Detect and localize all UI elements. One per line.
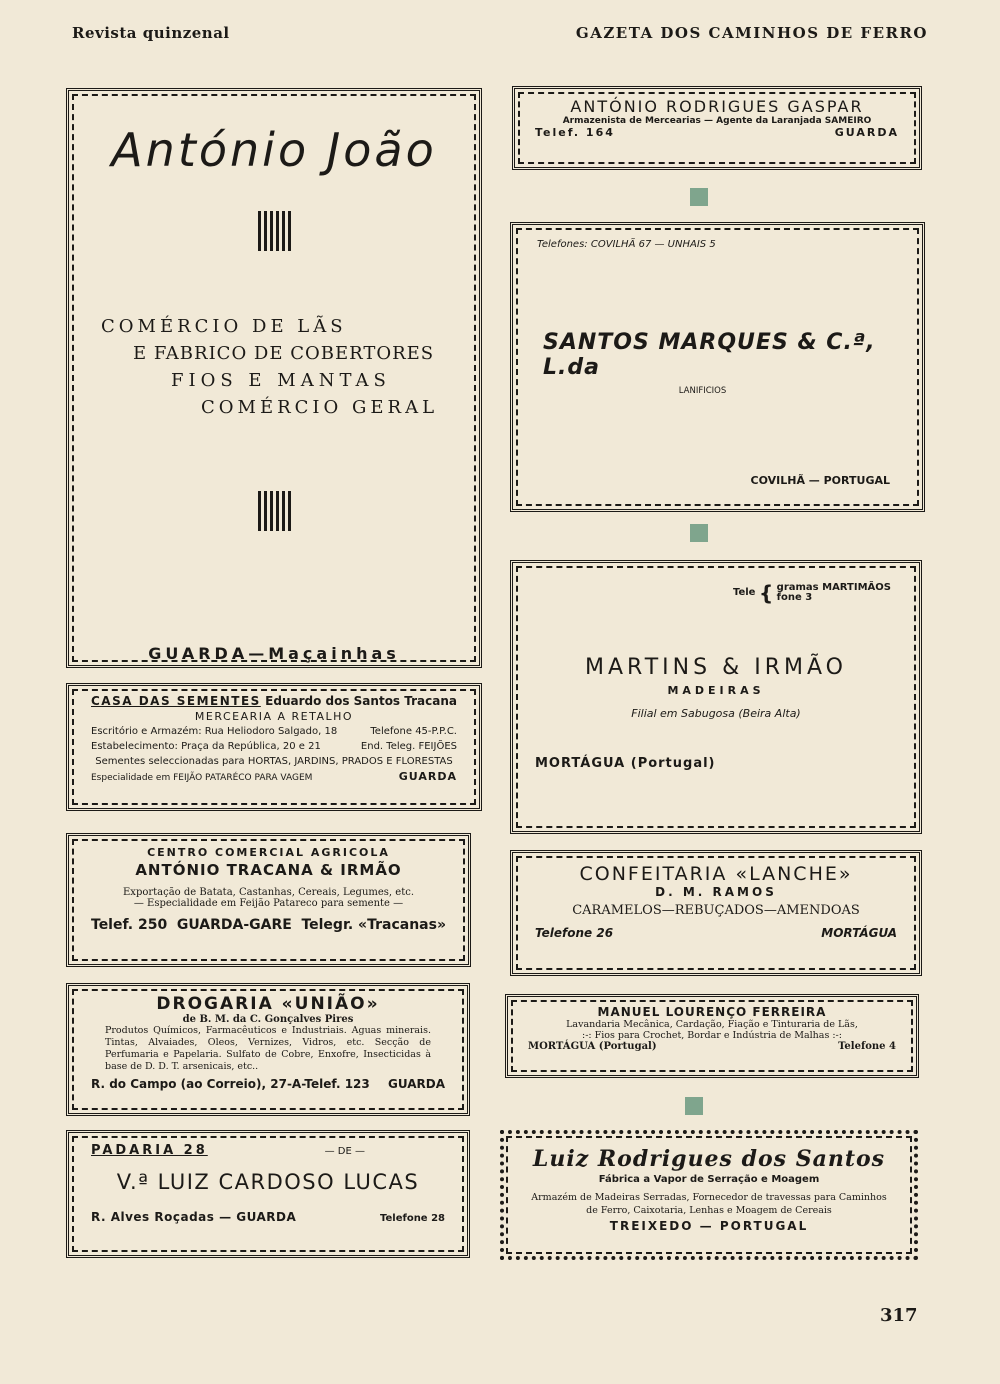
ad-casa-das-sementes (66, 683, 482, 811)
ad7-phones: Telefones: COVILHÃ 67 — UNHAIS 5 (537, 239, 716, 250)
ad8-loc: MORTÁGUA (Portugal) (535, 756, 716, 771)
ad3-desc2: — Especialidade em Feijão Patareco para semente — (133, 898, 404, 909)
ad-drogaria-uniao (66, 983, 470, 1116)
page-number: 317 (880, 1305, 918, 1326)
ad3-place: GUARDA-GARE (176, 917, 292, 933)
ad4-city: GUARDA (388, 1077, 445, 1091)
ad7-loc: COVILHÃ — PORTUGAL (750, 474, 890, 487)
ad5-phone: Telefone 28 (379, 1213, 445, 1224)
ad1-location: GUARDA—Maçainhas (148, 644, 400, 663)
ad11-loc: TREIXEDO — PORTUGAL (609, 1219, 809, 1233)
ad-santos-marques (510, 222, 925, 512)
ad6-subtitle: Armazenista de Mercearias — Agente da Laranjada SAMEIRO (562, 116, 872, 126)
ad4-name: DROGARIA «UNIÃO» (156, 994, 380, 1014)
ad2-line3: Sementes seleccionadas para HORTAS, JARDINS, PRADOS E FLORESTAS (95, 756, 453, 767)
ad10-loc: MORTÁGUA (Portugal) (528, 1041, 657, 1052)
ad4-address: R. do Campo (ao Correio), 27-A-Telef. 123 (91, 1077, 370, 1091)
separator-square-1 (690, 188, 708, 206)
ad3-teleg: Telegr. «Tracanas» (301, 917, 446, 933)
separator-square-3 (685, 1097, 703, 1115)
ad-manuel-lourenco-ferreira (505, 994, 919, 1078)
ad9-phone: Telefone 26 (535, 926, 614, 940)
ad2-owner: Eduardo dos Santos Tracana (265, 694, 457, 708)
ad2-line1b: Telefone 45-P.P.C. (370, 726, 457, 737)
ad10-line2: :-: Fios para Crochet, Bordar e Indústria de Malhas :-: (582, 1030, 842, 1041)
ad2-line2b: End. Teleg. FEIJÕES (360, 741, 457, 752)
ad8-branch: Filial em Sabugosa (Beira Alta) (631, 707, 801, 720)
ad2-line2a: Estabelecimento: Praça da República, 20 e 21 (91, 741, 321, 752)
ad4-owner: de B. M. da C. Gonçalves Pires (182, 1014, 354, 1025)
ad-antonio-joao (66, 88, 482, 668)
ad1-bars-top (83, 211, 465, 251)
ad9-city: MORTÁGUA (821, 926, 897, 940)
ad4-desc: Produtos Químicos, Farmacêuticos e Industriais. Aguas minerais. Tintas, Alvaiades, Oleos, Vernizes, Vidros, etc. Secção de Perfumaria e Papelaria. Sulfato de Cobre, Enxofre, Insecticidas à base de D. D. T. arsenicais, etc.. (105, 1025, 431, 1072)
separator-square-2 (690, 524, 708, 542)
ad-confeitaria-lanche (510, 850, 922, 976)
ad3-title: CENTRO COMERCIAL AGRICOLA (147, 846, 390, 859)
ad8-sub: MADEIRAS (667, 684, 765, 697)
ad3-desc1: Exportação de Batata, Castanhas, Cereais, Legumes, etc. (123, 887, 414, 898)
header-left: Revista quinzenal (72, 24, 230, 42)
ad2-line1a: Escritório e Armazém: Rua Heliodoro Salgado, 18 (91, 726, 338, 737)
ad10-line1: Lavandaria Mecânica, Cardação, Fiação e Tinturaria de Lãs, (566, 1019, 858, 1030)
ad1-name: António João (111, 123, 437, 177)
ad11-desc: Armazém de Madeiras Serradas, Fornecedor de travessas para Caminhos de Ferro, Caixotaria, Lenhas e Moagem de Cereais (531, 1192, 887, 1216)
ad11-name: Luiz Rodrigues dos Santos (532, 1146, 886, 1172)
ad1-line-4: COMÉRCIO GERAL (201, 397, 439, 418)
ad8-tele-label: Tele (732, 587, 756, 598)
ad5-name: V.ª LUIZ CARDOSO LUCAS (116, 1170, 420, 1194)
ad9-name: CONFEITARIA «LANCHE» (579, 863, 853, 885)
ad8-telegram: Tele { gramas MARTIMÃOS fone 3 (732, 581, 891, 605)
ad5-title: PADARIA 28 (91, 1143, 208, 1158)
ad11-sub: Fábrica a Vapor de Serração e Moagem (598, 1174, 820, 1185)
ad9-owner: D. M. RAMOS (655, 885, 777, 899)
ad-antonio-tracana (66, 833, 471, 967)
ad7-name: SANTOS MARQUES & C.ª, L.da (543, 330, 876, 380)
ad2-subtitle: MERCEARIA A RETALHO (194, 710, 354, 723)
ad-padaria-28 (66, 1130, 470, 1258)
ad3-name: ANTÓNIO TRACANA & IRMÃO (135, 861, 402, 879)
ad-luiz-rodrigues-dos-santos (500, 1130, 918, 1260)
ad8-name: MARTINS & IRMÃO (585, 655, 847, 680)
ad6-name: ANTÓNIO RODRIGUES GASPAR (570, 97, 864, 116)
ad5-de: — DE — (324, 1146, 365, 1157)
ad-martins-irmao (510, 560, 922, 834)
ad10-phone: Telefone 4 (838, 1041, 896, 1052)
ad1-line-2: E FABRICO DE COBERTORES (133, 343, 435, 364)
ad1-bars-bottom (83, 491, 465, 531)
ad3-phone: Telef. 250 (91, 917, 168, 933)
ad8-tele-gramas: gramas MARTIMÃOS (776, 582, 891, 593)
ad6-phone: Telef. 164 (535, 126, 615, 139)
ad2-title: CASA DAS SEMENTES (91, 694, 261, 708)
ad7-sub: LANIFICIOS (678, 386, 727, 396)
ad2-line4a: Especialidade em FEIJÃO PATARÉCO PARA VAGEM (91, 773, 313, 783)
ad2-line4b: GUARDA (398, 770, 457, 783)
ad5-address: R. Alves Roçadas — GUARDA (91, 1210, 297, 1224)
ad10-name: MANUEL LOURENÇO FERREIRA (597, 1005, 827, 1019)
ad1-line-3: FIOS E MANTAS (171, 370, 391, 391)
ad9-products: CARAMELOS—REBUÇADOS—AMENDOAS (572, 903, 860, 918)
ad-antonio-rodrigues-gaspar (512, 86, 922, 170)
ad1-line-1: COMÉRCIO DE LÃS (101, 316, 347, 337)
header-right: GAZETA DOS CAMINHOS DE FERRO (575, 24, 928, 42)
ad6-city: GUARDA (834, 126, 899, 139)
ad8-tele-fone: fone 3 (776, 592, 813, 603)
